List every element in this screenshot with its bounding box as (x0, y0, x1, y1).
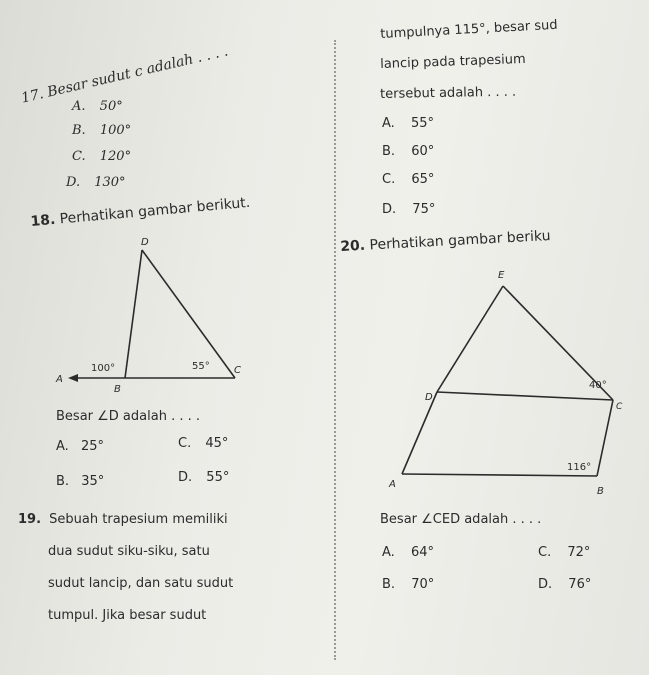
q19-option-b-label: B. (382, 144, 396, 159)
q20-side-ed (437, 286, 503, 392)
q19-option-b-value: 60° (411, 144, 435, 159)
q18-side-db (125, 250, 142, 378)
q19-line-2: dua sudut siku-siku, satu (48, 544, 210, 559)
q17-option-a (72, 100, 123, 113)
q17-option-a-value: 50° (99, 99, 123, 114)
q17-option-a-label: A. (72, 99, 86, 114)
q19-option-c-label: C. (382, 172, 396, 187)
q19-option-d-value: 75° (412, 202, 436, 217)
q17-option-d (66, 176, 126, 189)
q20-label-c: C (616, 402, 623, 412)
q18-option-b (56, 475, 104, 488)
q18-label-d: D (141, 237, 149, 248)
q18-option-d (178, 471, 229, 484)
q19-option-d-label: D. (382, 202, 397, 217)
q19-line-1-text: Sebuah trapesium memiliki (49, 512, 228, 527)
q19-cont-line-2: lancip pada trapesium (379, 51, 526, 72)
q19-option-a (382, 117, 434, 130)
q19-line-3: sudut lancip, dan satu sudut (48, 576, 234, 591)
q17-question (20, 44, 229, 105)
q20-option-d-value: 76° (568, 577, 592, 592)
q17-option-c-value: 120° (99, 149, 132, 164)
q20-angle-bottom: 116° (567, 462, 592, 473)
q18-label-a: A (56, 374, 63, 385)
q17-option-b-value: 100° (99, 123, 132, 138)
q19-number: 19. (18, 512, 42, 527)
q20-option-b-value: 70° (411, 577, 435, 592)
q20-label-d: D (425, 392, 433, 403)
q17-option-d-label: D. (66, 175, 81, 190)
q18-option-a-label: A. (56, 439, 69, 454)
q18-angle-b: 100° (91, 363, 116, 374)
q17-option-c-label: C. (72, 149, 86, 164)
q18-side-dc (142, 250, 235, 378)
q20-option-a-label: A. (382, 545, 395, 560)
q17-option-b-label: B. (72, 123, 86, 138)
q19-line-4: tumpul. Jika besar sudut (48, 608, 207, 623)
q19-option-c-value: 65° (411, 172, 435, 187)
q17-text: Besar sudut c adalah . . . . (45, 43, 230, 101)
q18-option-b-label: B. (56, 474, 70, 489)
q18-number: 18. (29, 211, 57, 230)
q20-text: Perhatikan gambar beriku (369, 227, 551, 254)
q18-option-d-label: D. (178, 470, 193, 485)
q17-option-b (72, 124, 131, 137)
q18-arrow-head (68, 374, 78, 382)
q20-side-da (402, 392, 437, 474)
q20-option-b (382, 578, 434, 591)
q19-option-d (382, 203, 435, 216)
q17-option-d-value: 130° (94, 175, 126, 190)
q20-label-a: A (389, 479, 396, 490)
q20-figure (385, 262, 625, 502)
q20-label-e: E (498, 270, 505, 281)
q18-option-c-label: C. (178, 436, 192, 451)
q20-option-c (538, 546, 590, 559)
q20-number: 20. (339, 237, 366, 255)
q19-option-a-value: 55° (410, 116, 434, 131)
q19-option-b (382, 145, 434, 158)
q20-option-c-label: C. (538, 545, 552, 560)
q17-number: 17. (19, 86, 46, 107)
q18-triangle-figure (50, 232, 260, 402)
q18-question (30, 196, 251, 229)
q18-label-c: C (234, 365, 241, 376)
q20-option-c-value: 72° (567, 545, 591, 560)
q18-option-c-value: 45° (205, 436, 229, 451)
q20-line-ab (402, 474, 597, 476)
q18-option-d-value: 55° (206, 470, 230, 485)
q20-question (340, 229, 551, 254)
q19-option-a-label: A. (382, 116, 395, 131)
column-divider (334, 40, 336, 660)
q19-cont-line-1: tumpulnya 115°, besar sud (379, 17, 558, 42)
q20-line-dc (437, 392, 613, 400)
q18-text: Perhatikan gambar berikut. (59, 194, 251, 228)
q20-option-d (538, 578, 591, 591)
q18-option-a-value: 25° (80, 439, 104, 454)
q18-angle-c: 55° (192, 361, 210, 372)
q20-option-a (382, 546, 434, 559)
q20-label-b: B (597, 486, 604, 497)
q20-prompt: Besar ∠CED adalah . . . . (380, 512, 542, 527)
q18-option-a (56, 440, 104, 453)
q19-option-c (382, 173, 434, 186)
q17-option-c (72, 150, 131, 163)
q20-option-d-label: D. (538, 577, 553, 592)
q18-prompt: Besar ∠D adalah . . . . (56, 409, 200, 424)
q19-cont-line-3: tersebut adalah . . . . (379, 84, 517, 102)
q18-label-b: B (114, 384, 121, 395)
q18-option-c (178, 437, 228, 450)
q18-option-b-value: 35° (81, 474, 105, 489)
q20-option-b-label: B. (382, 577, 396, 592)
q20-side-cb (597, 400, 613, 476)
q20-angle-top: 40° (589, 380, 607, 391)
q19-line-1 (18, 513, 228, 526)
q20-option-a-value: 64° (410, 545, 434, 560)
